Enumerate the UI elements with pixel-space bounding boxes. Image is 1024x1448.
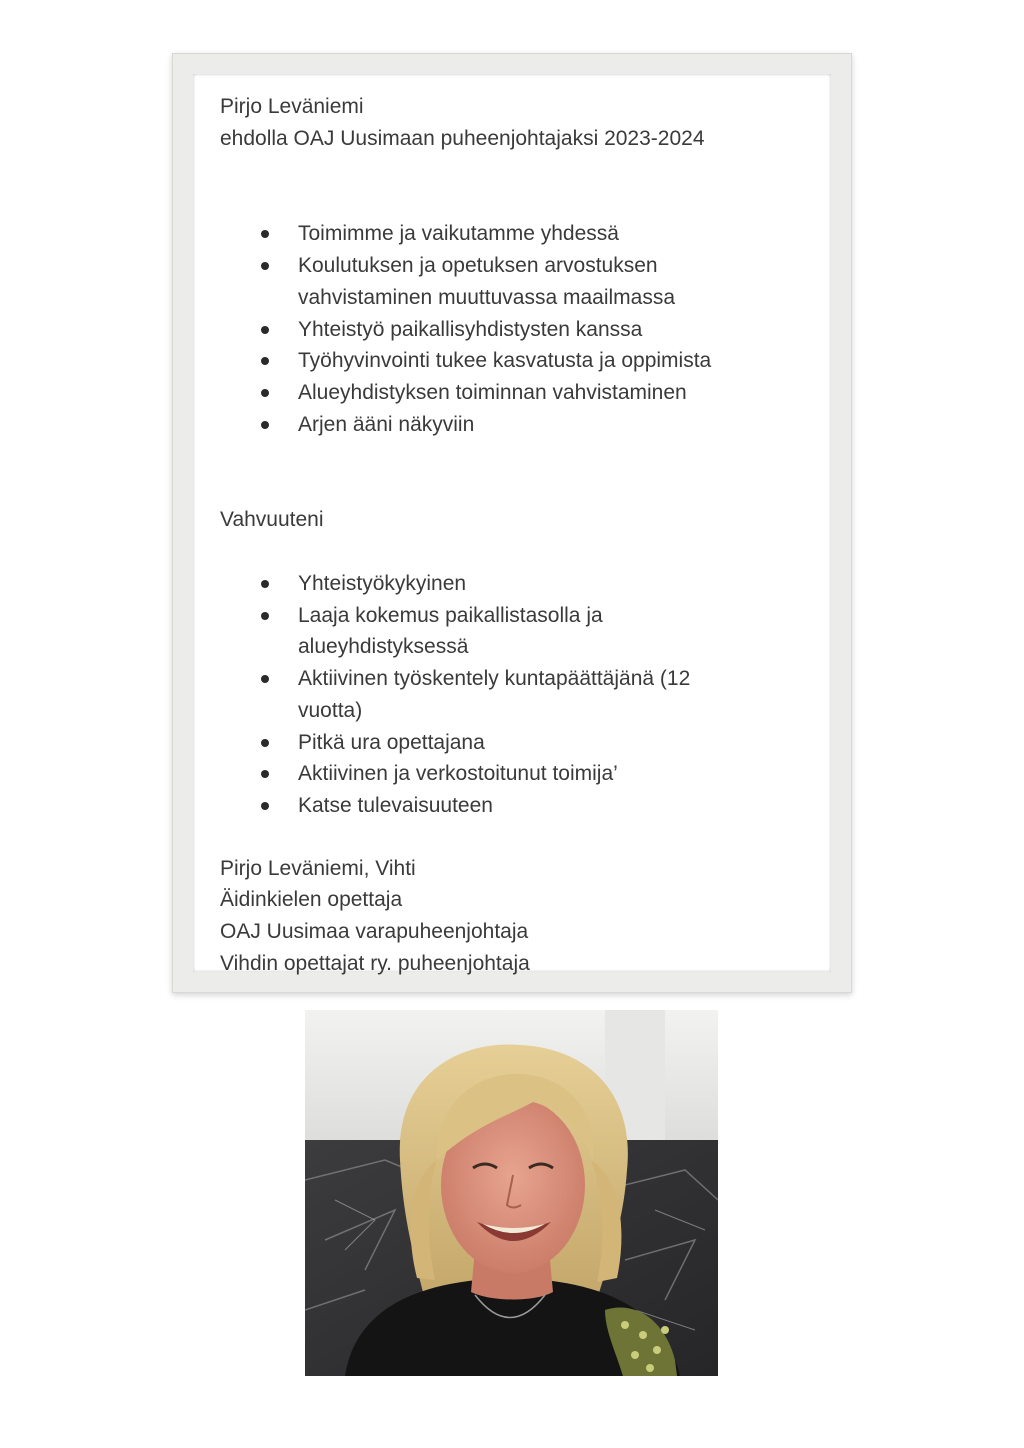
portrait-illustration: [305, 1010, 718, 1376]
list-item: [298, 377, 821, 409]
strength-text: Pitkä ura opettajana: [298, 730, 485, 754]
bullet-icon: [261, 580, 269, 588]
signature-name: Pirjo Leväniemi, Vihti: [220, 856, 416, 880]
bullet-icon: [261, 262, 269, 270]
list-item: [298, 345, 821, 377]
bullet-icon: [261, 421, 269, 429]
strength-text: Yhteistyökykyinen: [298, 572, 467, 596]
list-item: [298, 600, 821, 663]
letter-paper: [193, 74, 831, 975]
goal-text: Alueyhdistyksen toiminnan vahvistaminen: [298, 380, 687, 404]
bullet-icon: [261, 802, 269, 810]
strength-text: Katse tulevaisuuteen: [298, 793, 493, 817]
strength-text: Aktiivinen työskentely kuntapäättäjänä (12 vuotta): [298, 667, 691, 722]
list-item: [298, 409, 821, 441]
letter-content: [220, 91, 821, 979]
bullet-icon: [261, 675, 269, 683]
strength-text: Aktiivinen ja verkostoitunut toimija’: [298, 762, 618, 786]
signature-role: Vihdin opettajat ry. puheenjohtaja: [220, 951, 530, 975]
list-item: [298, 218, 821, 250]
bullet-icon: [261, 770, 269, 778]
goal-text: Toimimme ja vaikutamme yhdessä: [298, 222, 619, 246]
candidacy-line: ehdolla OAJ Uusimaan puheenjohtajaksi 2023-2024: [220, 126, 705, 150]
goal-text: Yhteistyö paikallisyhdistysten kanssa: [298, 317, 643, 341]
list-item: [298, 727, 821, 759]
bullet-icon: [261, 612, 269, 620]
bullet-icon: [261, 326, 269, 334]
framed-letter: [172, 53, 852, 993]
bullet-icon: [261, 739, 269, 747]
list-item: [298, 568, 821, 600]
strength-text: Laaja kokemus paikallistasolla ja alueyhdistyksessä: [298, 603, 603, 659]
signature-role: Äidinkielen opettaja: [220, 888, 403, 912]
list-item: [298, 758, 821, 790]
bullet-icon: [261, 357, 269, 365]
signature-role: OAJ Uusimaa varapuheenjohtaja: [220, 920, 529, 944]
portrait-photo: [305, 1010, 718, 1376]
list-item: [298, 663, 821, 726]
goal-text: Työhyvinvointi tukee kasvatusta ja oppimista: [298, 349, 712, 373]
list-item: [298, 314, 821, 346]
goal-text: Arjen ääni näkyviin: [298, 412, 475, 436]
bullet-icon: [261, 389, 269, 397]
list-item: [298, 790, 821, 822]
strengths-heading: Vahvuuteni: [220, 508, 324, 532]
bullet-icon: [261, 230, 269, 238]
strengths-list: [220, 568, 821, 822]
goals-list: [220, 218, 821, 440]
candidate-name: Pirjo Leväniemi: [220, 95, 364, 118]
goal-text: Koulutuksen ja opetuksen arvostuksen vahvistaminen muuttuvassa maailmassa: [298, 254, 675, 309]
list-item: [298, 250, 821, 313]
